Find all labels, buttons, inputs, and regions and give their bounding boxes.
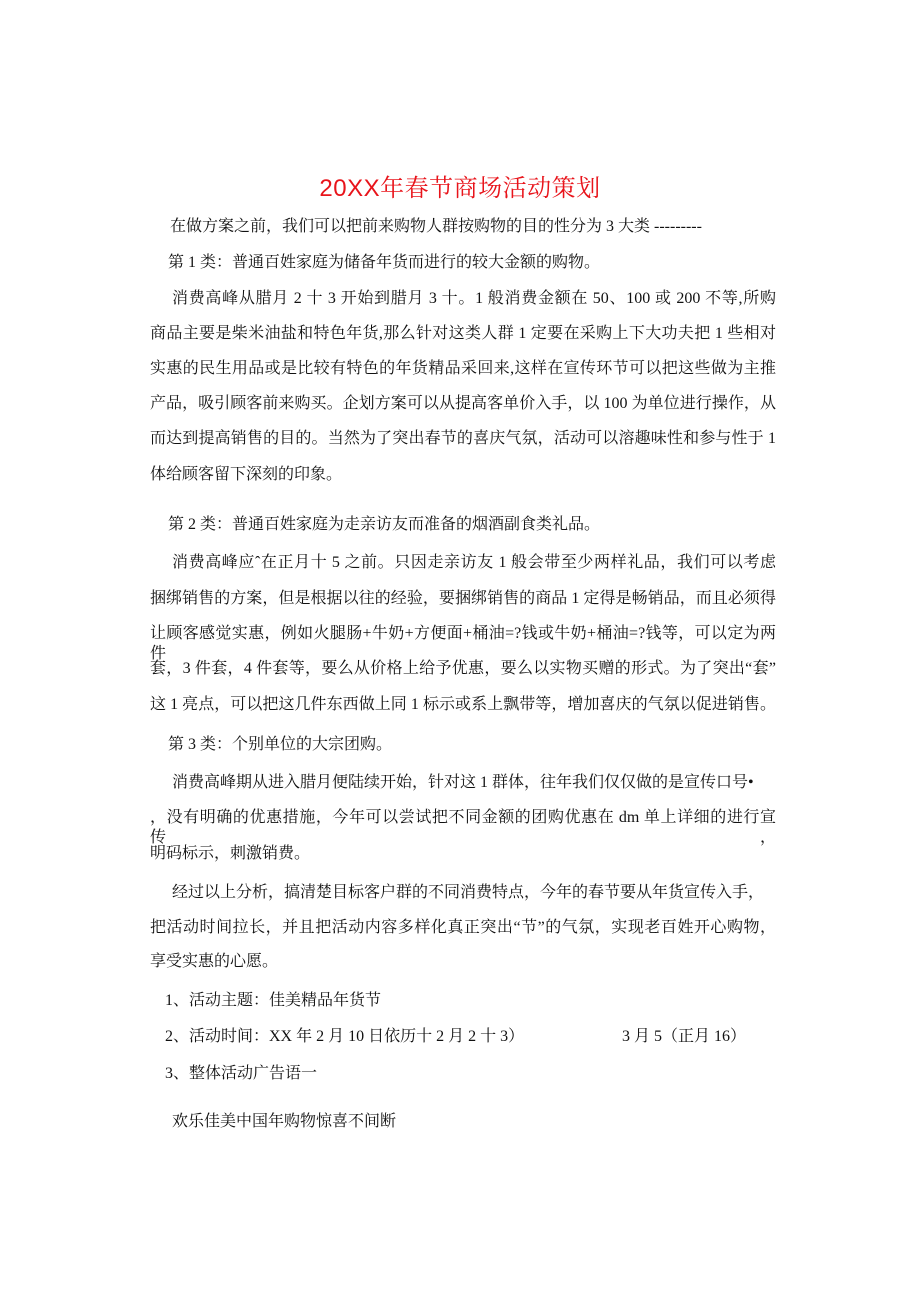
paragraph-line: ，没有明确的优惠措施，今年可以尝试把不同金额的团购优惠在 dm 单上详细的进行宣传， (150, 809, 776, 846)
paragraph-line: 套，3 件套，4 件套等，要么从价格上给予优惠，要么以实物买赠的形式。为了突出“套” (150, 660, 776, 677)
paragraph-line: 在做方案之前，我们可以把前来购物人群按购物的目的性分为 3 大类 --------- (170, 218, 702, 235)
paragraph-line: 消费高峰应ˆ在正月十 5 之前。只因走亲访友 1 般会带至少两样礼品，我们可以考虑 (172, 554, 776, 571)
paragraph-line: 1、活动主题：佳美精品年货节 (165, 992, 382, 1009)
paragraph-line: 产品，吸引顾客前来购买。企划方案可以从提高客单价入手，以 100 为单位进行操作，从 (150, 395, 776, 412)
paragraph-line: 欢乐佳美中国年购物惊喜不间断 (172, 1113, 397, 1130)
paragraph-line: 商品主要是柴米油盐和特色年货,那么针对这类人群 1 定要在采购上下大功夫把 1 些相对 (150, 325, 776, 342)
paragraph-line: 享受实惠的心愿。 (150, 953, 279, 970)
paragraph-line: 2、活动时间：XX 年 2 月 10 日依历十 2 月 2 十 3） (165, 1028, 525, 1045)
paragraph-line: 捆绑销售的方案，但是根据以往的经验，要捆绑销售的商品 1 定得是畅销品，而且必须得 (150, 590, 776, 607)
paragraph-line: 把活动时间拉长，并且把活动内容多样化真正突出“节”的气氛，实现老百姓开心购物， (150, 919, 776, 936)
paragraph-line: 消费高峰期从进入腊月便陆续开始，针对这 1 群体，往年我们仅仅做的是宣传口号• (172, 774, 754, 791)
document-title: 20XX年春节商场活动策划 (319, 175, 601, 202)
paragraph-line: 体给顾客留下深刻的印象。 (150, 466, 343, 483)
paragraph-line: 这 1 亮点，可以把这几件东西做上同 1 标示或系上飘带等，增加喜庆的气氛以促进销售。 (150, 696, 776, 713)
paragraph-line: 让顾客感觉实惠，例如火腿肠+牛奶+方便面+桶油=?钱或牛奶+桶油=?钱等，可以定为两件 (150, 625, 776, 662)
paragraph-line: 消费高峰从腊月 2 十 3 开始到腊月 3 十。1 般消费金额在 50、100 或 200 不等,所购 (172, 290, 776, 307)
paragraph-line: 第 1 类：普通百姓家庭为储备年货而进行的较大金额的购物。 (168, 254, 601, 271)
paragraph-line: 明码标示，刺激销费。 (150, 845, 311, 862)
paragraph-line: 3、整体活动广告语一 (165, 1065, 318, 1082)
paragraph-line: 实惠的民生用品或是比较有特色的年货精品采回来,这样在宣传环节可以把这些做为主推 (150, 360, 776, 377)
paragraph-line: 而达到提高销售的目的。当然为了突出春节的喜庆气氛，活动可以溶趣味性和参与性于 1 (150, 430, 776, 447)
paragraph-line: 经过以上分析，搞清楚目标客户群的不同消费特点，今年的春节要从年货宣传入手， (172, 884, 765, 901)
paragraph-line: 第 3 类：个别单位的大宗团购。 (168, 736, 393, 753)
paragraph-line: 第 2 类：普通百姓家庭为走亲访友而准备的烟酒副食类礼品。 (168, 516, 601, 533)
activity-end-date: 3 月 5（正月 16） (622, 1028, 747, 1045)
